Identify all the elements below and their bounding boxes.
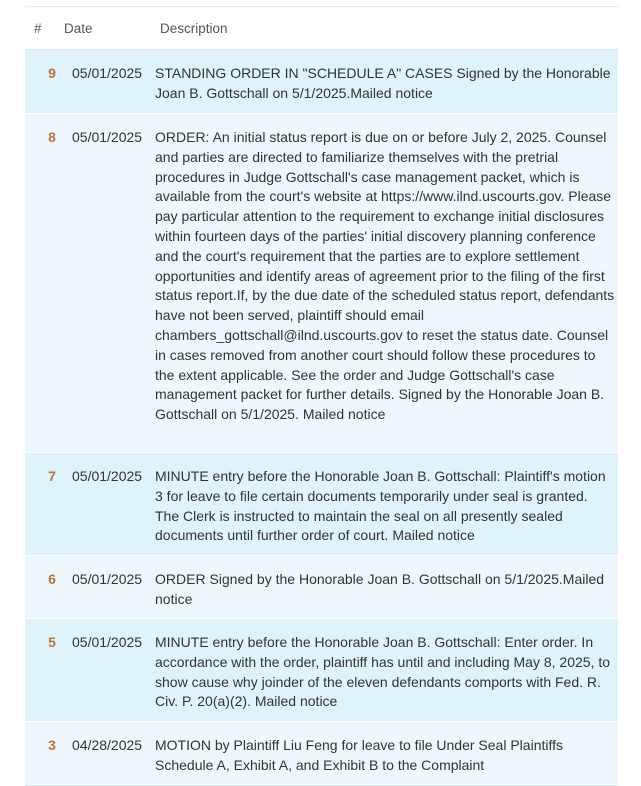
entry-description: ORDER: An initial status report is due on or before July 2, 2025. Counsel and parties are directed to familiarize themselves with the pretrial procedures in Judge Gottschall's case management packet, which is available from the court's website at https://www.ilnd.uscourts.gov. Please pay particular attention to the requirement to exchange initial disclosures within fourteen days of the parties' initial discovery planning conference and the court's requirement that the parties are to explore settlement opportunities and identify areas of agreement prior to the filing of the first status report.If, by the due date of the scheduled status report, defendants have not been served, plaintiff should email chambers_gottschall@ilnd.uscourts.gov to reset the status date. Counsel in cases removed from another court should follow these procedures to the extent applicable. See the order and Judge Gottschall's case management packet for further details. Signed by the Honorable Joan B. Gottschall on 5/1/2025. Mailed notice [155, 129, 615, 423]
entry-date: 05/01/2025 [72, 634, 143, 650]
column-header-date: Date [64, 20, 93, 36]
column-header-number: # [34, 20, 42, 36]
entry-description: ORDER Signed by the Honorable Joan B. Gottschall on 5/1/2025.Mailed notice [155, 571, 605, 607]
entry-number: 5 [48, 634, 56, 650]
entry-date: 04/28/2025 [72, 737, 143, 753]
table-row [25, 453, 618, 556]
column-header-description: Description [160, 20, 228, 36]
entry-date: 05/01/2025 [72, 571, 143, 587]
entry-description: MINUTE entry before the Honorable Joan B. Gottschall: Plaintiff's motion 3 for leave to file certain documents temporarily under seal is granted. The Clerk is instructed to maintain the seal on all presently sealed documents until further order of court. Mailed notice [155, 468, 606, 544]
entry-description: MINUTE entry before the Honorable Joan B. Gottschall: Enter order. In accordance with the order, plaintiff has until and including May 8, 2025, to show cause why joinder of the eleven defendants comports with Fed. R. Civ. P. 20(a)(2). Mailed notice [155, 634, 611, 710]
entry-number: 6 [48, 571, 56, 587]
docket-table [25, 6, 618, 786]
entry-number: 7 [48, 468, 56, 484]
entry-description: STANDING ORDER IN "SCHEDULE A" CASES Signed by the Honorable Joan B. Gottschall on 5/1/2025.Mailed notice [155, 65, 611, 101]
table-header [25, 7, 618, 50]
table-row [25, 556, 618, 619]
table-row [25, 722, 618, 785]
entry-number: 3 [48, 737, 56, 753]
entry-number: 8 [48, 129, 56, 145]
table-row [25, 50, 618, 114]
table-row [25, 114, 618, 453]
entry-number: 9 [48, 65, 56, 81]
entry-date: 05/01/2025 [72, 129, 143, 145]
entry-description: MOTION by Plaintiff Liu Feng for leave to file Under Seal Plaintiffs Schedule A, Exhibit A, and Exhibit B to the Complaint [155, 737, 564, 773]
entry-date: 05/01/2025 [72, 65, 143, 81]
entry-date: 05/01/2025 [72, 468, 143, 484]
table-row [25, 619, 618, 722]
